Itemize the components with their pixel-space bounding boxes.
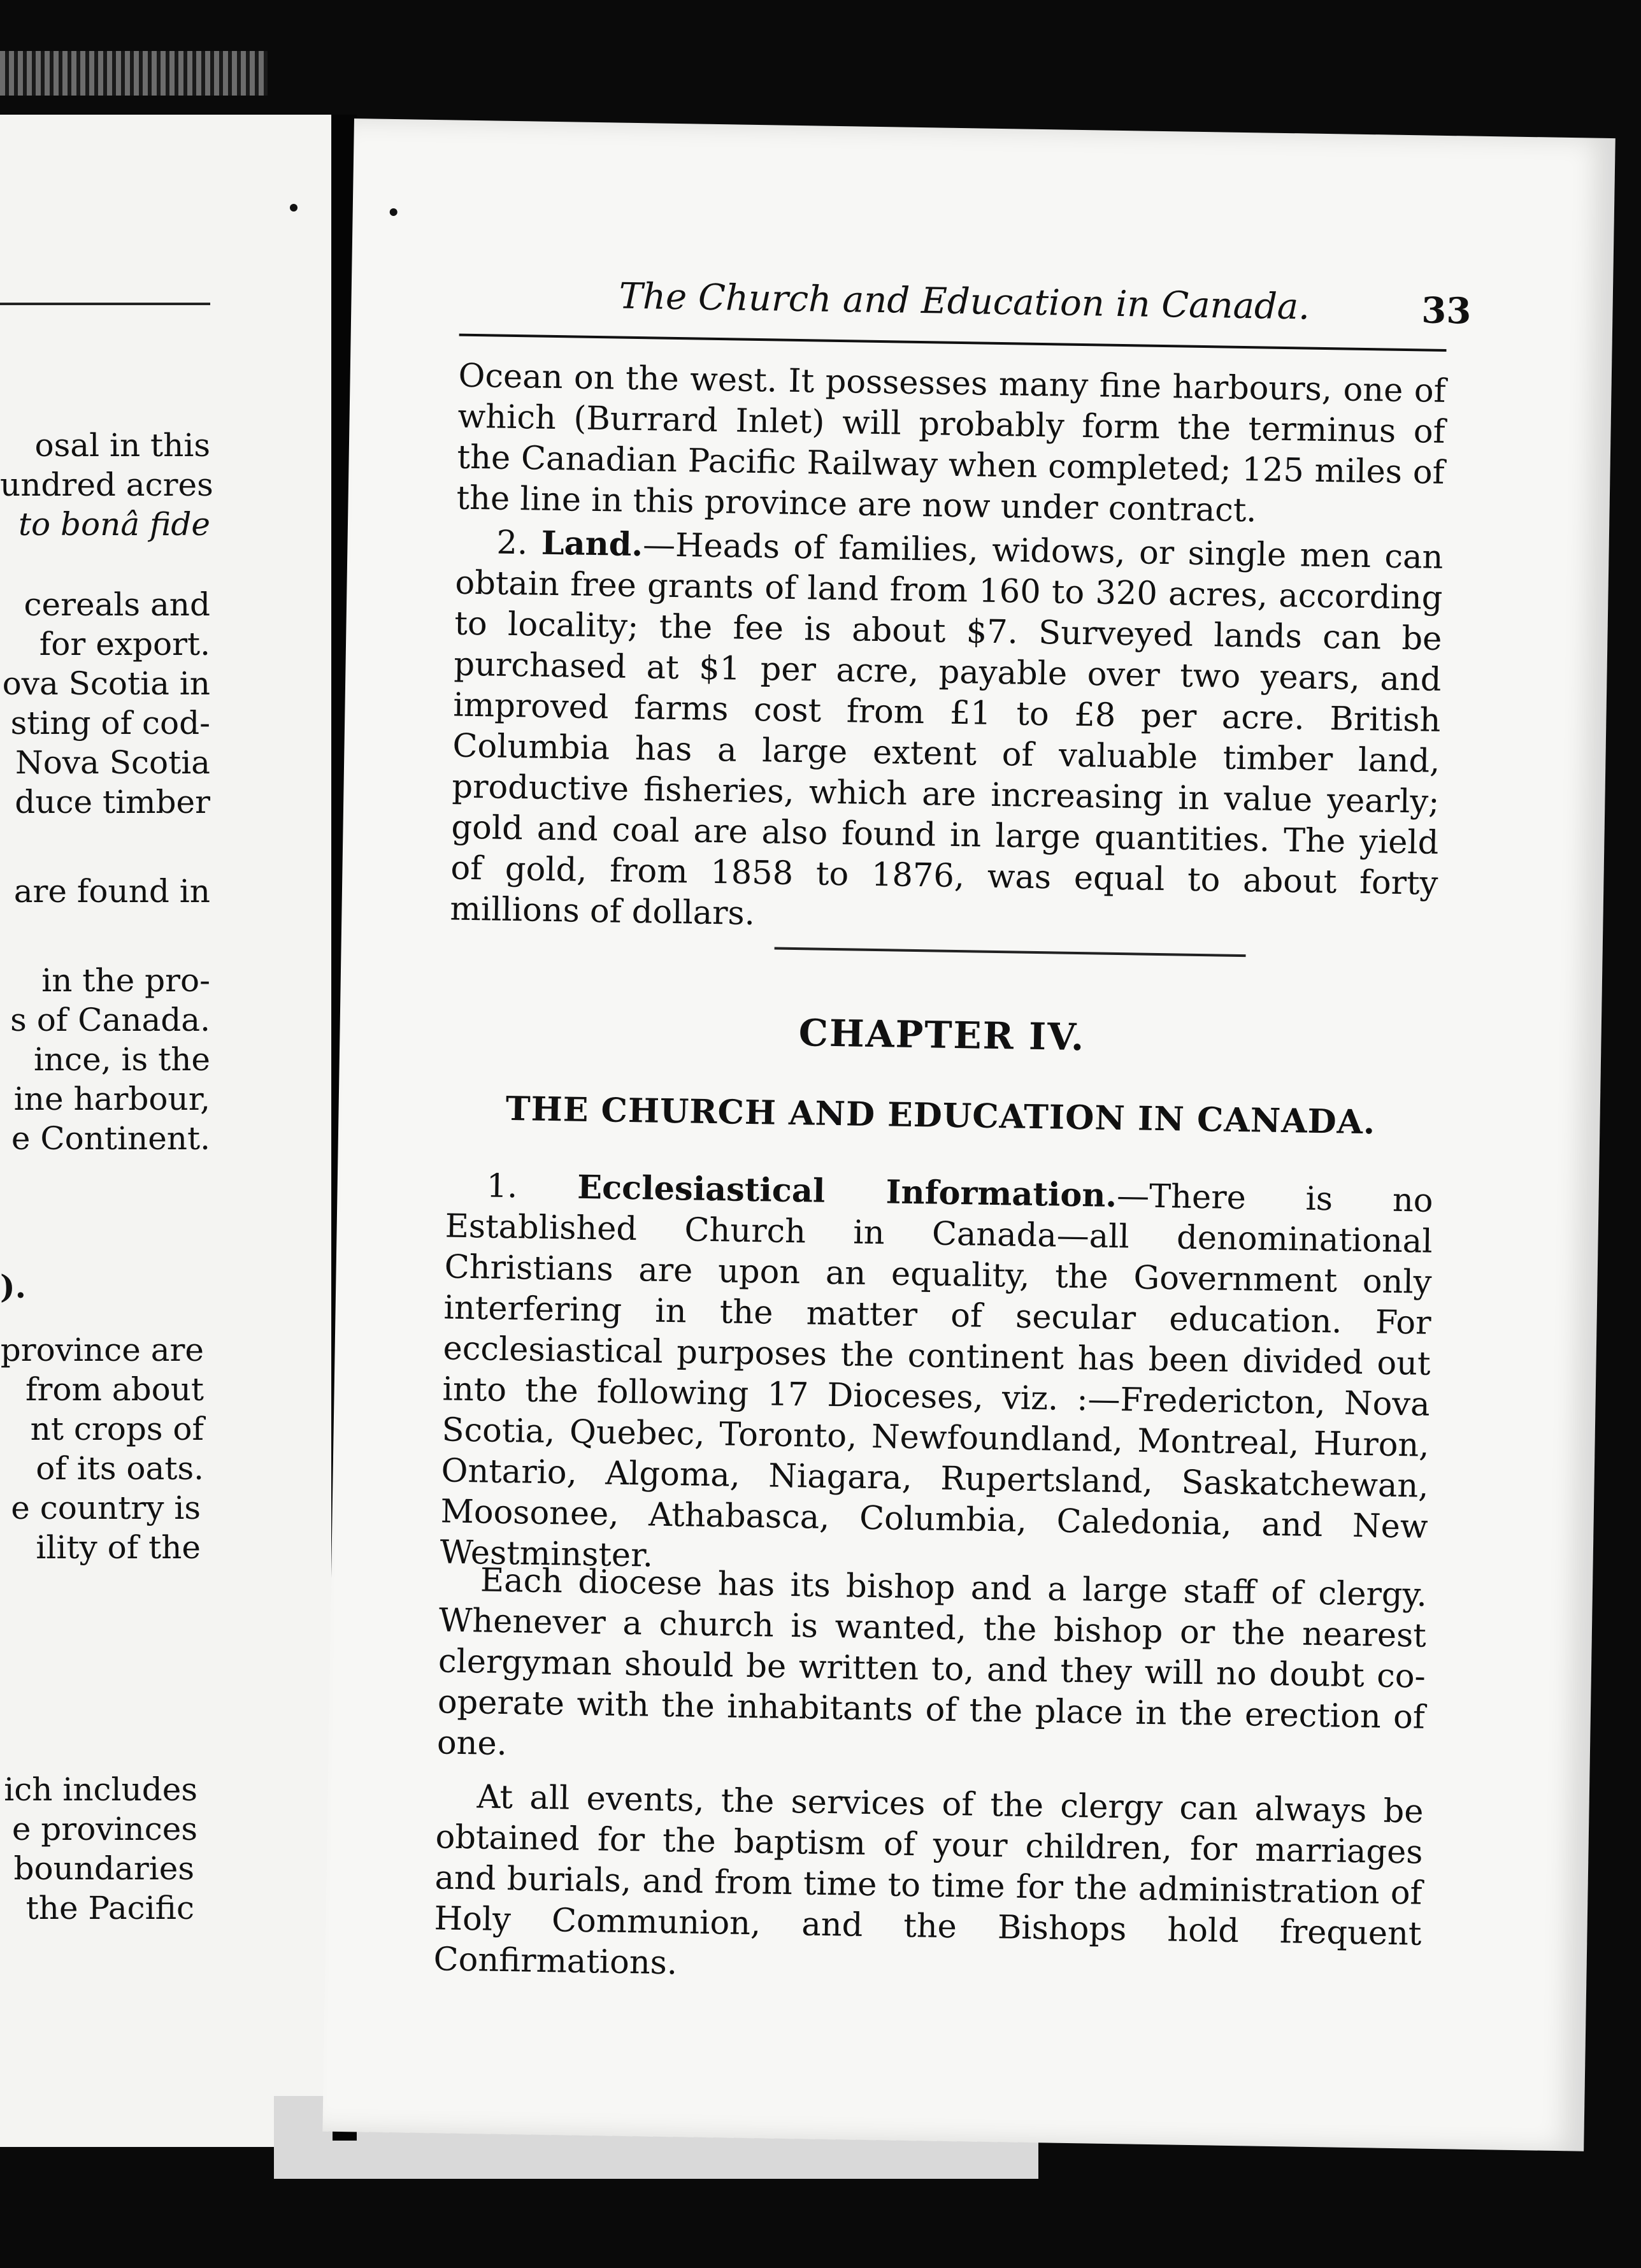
left-page-line: Nova Scotia (15, 744, 210, 781)
section-divider (775, 947, 1246, 958)
right-page (322, 118, 1615, 2151)
left-page-line: ility of the (36, 1529, 201, 1566)
left-page-line: e provinces (11, 1811, 197, 1848)
chapter-title: THE CHURCH AND EDUCATION IN CANADA. (505, 1089, 1376, 1142)
left-page-line: e country is (11, 1489, 201, 1526)
section-text: —Heads of families, widows, or single men can obtain free grants of land from 160 to 320 acres, according to locality; the fee is about $7. Surveyed lands can be purchased at $1 per acre, payable over two years, and improved farms cost from £1 to £8 per acre. British Columbia has a large extent of valuable timber land, productive fisheries, which are increasing in value yearly; gold and coal are also found in large quantities. The yield of gold, from 1858 to 1876, was equal to about forty millions of dollars. (450, 526, 1444, 933)
diocese-paragraph: Each diocese has its bishop and a large staff of clergy. Whenever a church is wanted, the bishop or the nearest clergyman should be written to, and they will no doubt co-operate with the inhabitants of the place in the erection of one. (436, 1561, 1428, 1763)
left-page-line: osal in this (34, 427, 210, 464)
section-heading-land: Land. (541, 524, 643, 564)
left-page-line: are found in (13, 873, 210, 910)
continuation-paragraph: Ocean on the west. It possesses many fine harbours, one of which (Burrard Inlet) will probably form the terminus of the Canadian Pacific Railway when completed; 125 miles of the line in this province are now under contract. (456, 357, 1446, 530)
page-speck (390, 208, 398, 216)
left-page-line: undred acres (0, 466, 213, 503)
chapter-number: CHAPTER IV. (798, 1011, 1086, 1059)
left-page-line: to bonâ fide (18, 506, 210, 543)
page-number: 33 (1421, 289, 1472, 333)
left-page-line: from about (25, 1371, 204, 1408)
running-head (619, 275, 1575, 333)
running-head-rule (459, 334, 1447, 352)
left-page-line: the Pacific (25, 1890, 194, 1927)
section-heading-ecclesiastical: Ecclesiastical Information. (577, 1168, 1117, 1216)
left-page-line: cereals and (24, 586, 210, 623)
land-paragraph (450, 522, 1444, 945)
services-paragraph: At all events, the services of the clergy can always be obtained for the baptism of your children, for marriages and burials, and from time to time for the administration of Holy Communion, and the Bishops hold frequent Confirmations. (433, 1778, 1424, 1983)
left-page-line: ine harbour, (13, 1080, 210, 1117)
left-page-head-rule (0, 303, 210, 305)
left-page-line: s of Canada. (10, 1001, 210, 1038)
left-page-line: ince, is the (33, 1041, 210, 1078)
left-page-line: ova Scotia in (2, 665, 210, 702)
left-page-line: ich includes (4, 1771, 197, 1808)
left-page-line: boundaries (13, 1850, 194, 1887)
section-number: 1. (486, 1167, 518, 1206)
running-head-title: The Church and Education in Canada. (619, 275, 1310, 328)
section-text: —There is no Established Church in Canada—all denominational Christians are upon an equality, the Government only interfering in the matter of secular education. For ecclesiastical purposes the continent has been divided out into the following 17 Dioceses, viz. :—Fredericton, Nova Scotia, Quebec, Toronto, Newfoundland, Montreal, Huron, Ontario, Algoma, Niagara, Rupertsland, Saskatchewan, Moosonee, Athabasca, Columbia, Caledonia, and New Westminster. (440, 1177, 1433, 1575)
section-number: 2. (496, 524, 528, 563)
left-page-line: province are (0, 1331, 204, 1368)
left-page-line: e Continent. (11, 1120, 210, 1157)
left-page-line: of its oats. (36, 1450, 204, 1487)
left-page-line: in the pro- (41, 962, 210, 999)
left-page (0, 115, 331, 2147)
page-speck (290, 204, 297, 212)
left-page-line: sting of cod- (10, 705, 210, 742)
ecclesiastical-paragraph (440, 1165, 1433, 1588)
left-page-line: nt crops of (30, 1410, 204, 1447)
left-page-line: for export. (39, 626, 210, 663)
left-page-line: duce timber (15, 784, 210, 821)
left-page-line: ). (0, 1268, 27, 1305)
scan-top-edge (0, 51, 268, 96)
